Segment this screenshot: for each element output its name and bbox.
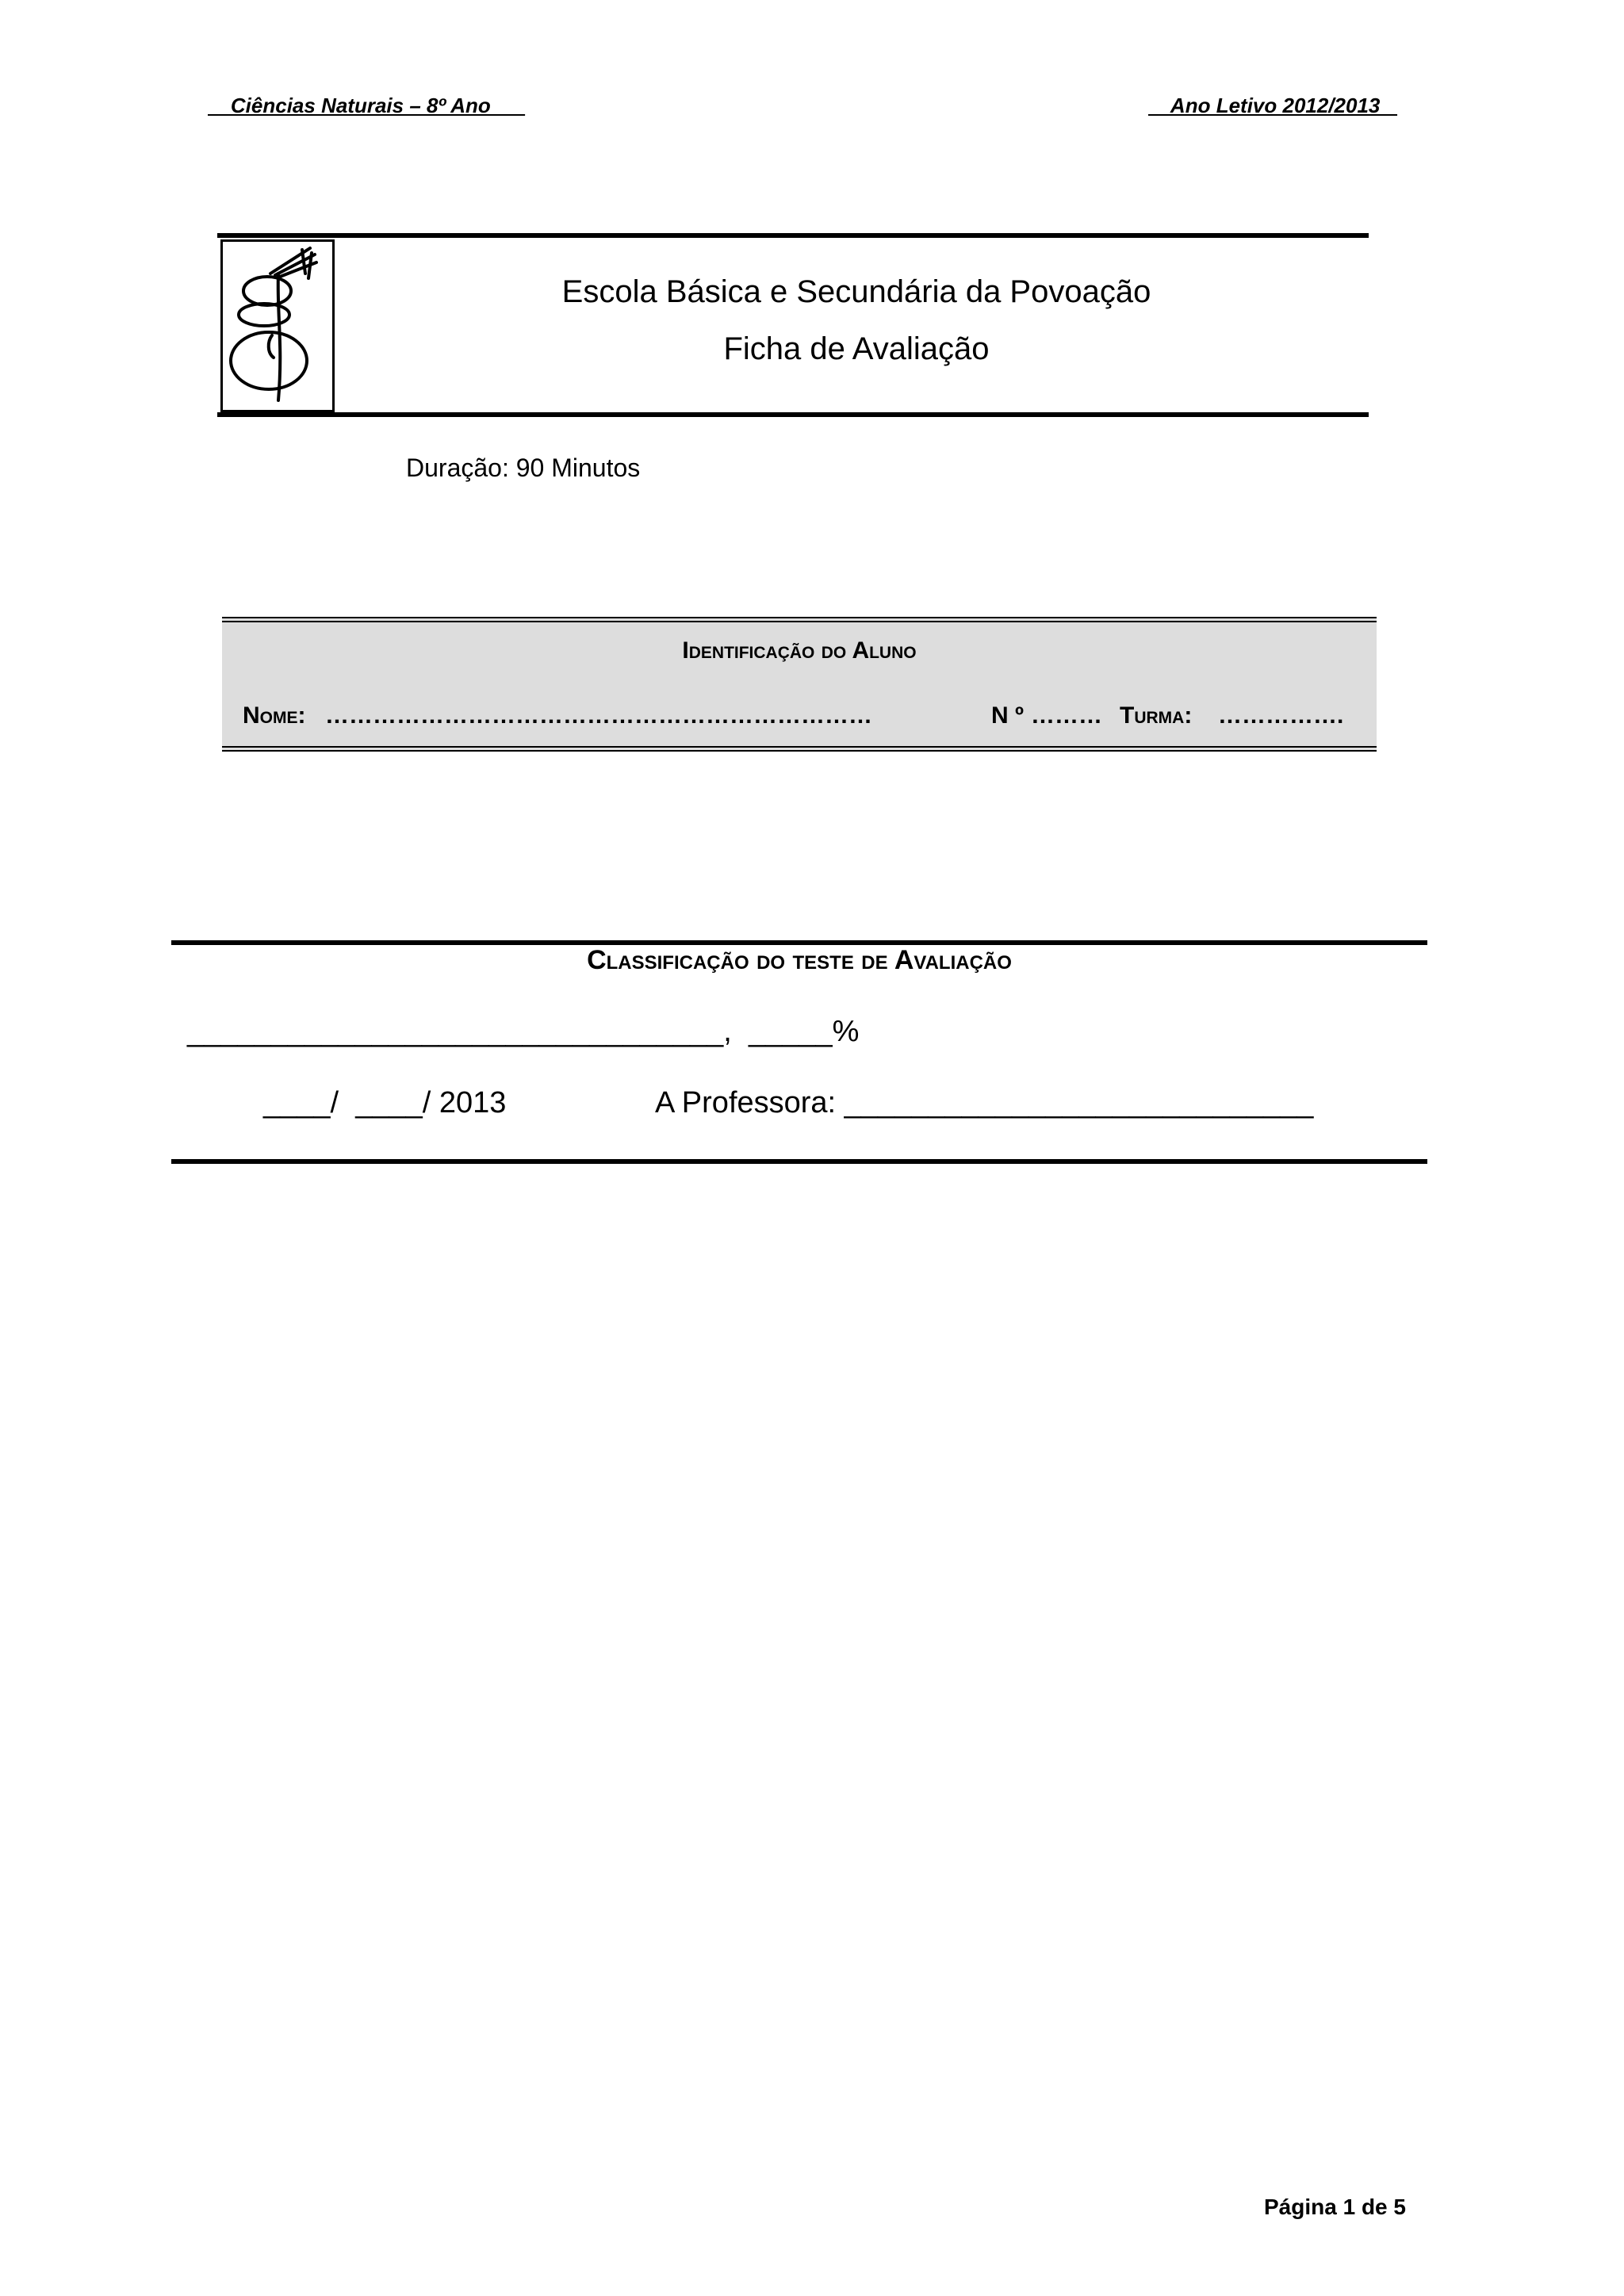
page-number: Página 1 de 5 bbox=[1264, 2195, 1406, 2219]
test-duration: Duração: 90 Minutos bbox=[406, 453, 641, 482]
grade-line[interactable]: ________________________________, _____% bbox=[187, 1015, 860, 1048]
name-field[interactable]: …………………………………………………………… bbox=[325, 702, 872, 729]
school-name: Escola Básica e Secundária da Povoação bbox=[561, 274, 1151, 309]
number-label: N º bbox=[991, 702, 1024, 729]
school-logo bbox=[220, 239, 335, 412]
title-top-rule bbox=[217, 233, 1369, 238]
identification-title: Identificação do Aluno bbox=[682, 637, 917, 664]
school-logo-icon bbox=[223, 242, 332, 410]
number-field[interactable]: ……… bbox=[1031, 702, 1102, 729]
header-subject: Ciências Naturais – 8º Ano bbox=[208, 94, 526, 117]
teacher-signature-line[interactable]: A Professora: ____________________________ bbox=[655, 1086, 1314, 1119]
header-school-year: Ano Letivo 2012/2013 bbox=[1148, 94, 1398, 117]
document-type: Ficha de Avaliação bbox=[723, 331, 990, 366]
class-label: Turma: bbox=[1120, 702, 1193, 729]
class-field[interactable]: ……………. bbox=[1218, 702, 1344, 729]
name-label: Nome: bbox=[243, 702, 306, 729]
classification-title: Classificação do teste de Avaliação bbox=[587, 945, 1012, 975]
date-line[interactable]: ____/ ____/ 2013 bbox=[263, 1086, 507, 1119]
title-bottom-rule bbox=[217, 412, 1369, 417]
classification-bottom-rule bbox=[171, 1159, 1427, 1164]
